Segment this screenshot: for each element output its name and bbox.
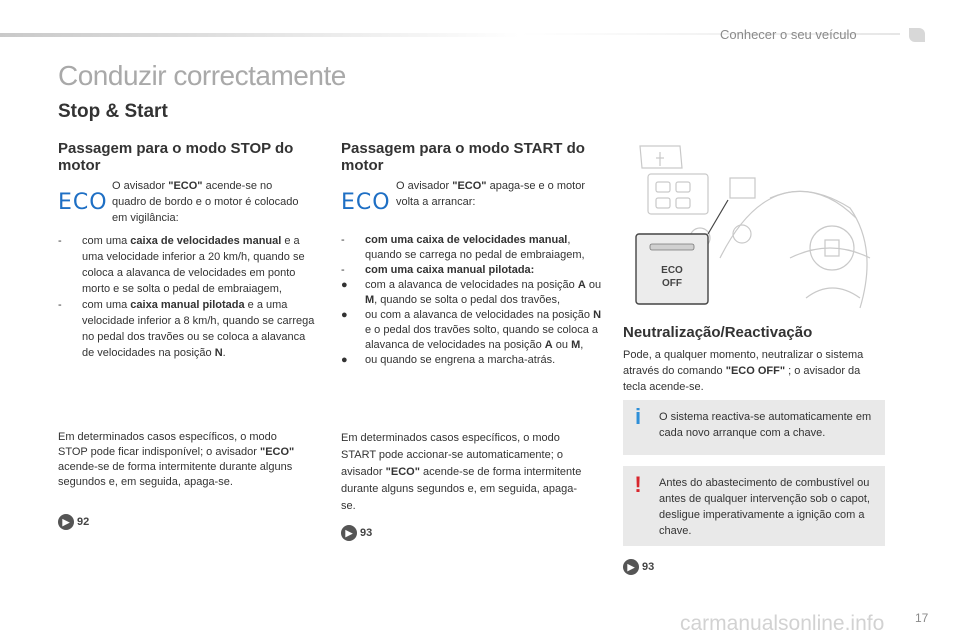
list-item: ● ou quando se engrena a marcha-atrás. [341,354,556,366]
arrow-right-icon: ▶ [341,525,357,541]
warning-box [623,466,885,546]
list-item: - com uma caixa de velocidades manual e a uma velocidade inferior a 20 km/h, quando se coloca a alavanca de velocidades em ponto morto e se solta o pedal de embraiagem, [58,235,305,295]
start-mode-heading: Passagem para o modo START do motor [341,140,585,174]
stop-conditions-list [58,233,320,361]
page-ref-link[interactable]: ▶ 92 [58,514,89,530]
page-subtitle: Stop & Start [58,101,168,122]
header-rule [0,33,520,37]
dashboard-illustration [620,138,886,318]
stop-intro: O avisador "ECO" acende-se no quadro de bordo e o motor é colocado em vigilância: [112,180,299,224]
start-intro: O avisador "ECO" apaga-se e o motor volta a arrancar: [396,180,585,208]
warning-icon: ! [634,472,642,497]
arrow-right-icon: ▶ [58,514,74,530]
page-ref-link[interactable]: ▶ 93 [341,525,372,541]
eco-indicator-icon: ECO [341,190,391,215]
watermark: carmanualsonline.info [680,612,885,635]
page-number: 17 [915,611,929,625]
info-text: O sistema reactiva-se automaticamente em cada novo arranque com a chave. [659,411,872,439]
list-item: - com uma caixa manual pilotada: [341,264,535,276]
arrow-right-icon: ▶ [623,559,639,575]
warning-text: Antes do abastecimento de combustível ou antes de qualquer intervenção sob o capot, desligue imperativamente a ignição com a chave. [659,477,870,537]
eco-indicator-icon: ECO [58,190,108,215]
page-title: Conduzir correctamente [58,60,346,91]
start-conditions-list [341,233,603,368]
corner-tab-icon [909,28,925,42]
start-note: Em determinados casos específicos, o modo START pode accionar-se automaticamente; o avisador "ECO" acende-se de forma intermitente durante alguns segundos e, em seguida, apaga-se. [341,432,582,512]
neutralize-heading: Neutralização/Reactivação [623,324,813,341]
info-icon: i [634,404,642,429]
stop-note: Em determinados casos específicos, o modo STOP pode ficar indisponível; o avisador "ECO" acende-se de forma intermitente durante alguns segundos e, em seguida, apaga-se. [58,431,295,488]
eco-off-button-label-1: ECO [661,265,683,276]
info-box [623,400,885,455]
eco-off-button-label-2: OFF [662,278,682,289]
section-name: Conhecer o seu veículo [720,27,857,42]
page-ref-link[interactable]: ▶ 93 [623,559,654,575]
list-item: - com uma caixa de velocidades manual, quando se carrega no pedal de embraiagem, [341,234,585,261]
stop-mode-heading: Passagem para o modo STOP do motor [58,140,294,174]
neutralize-body: Pode, a qualquer momento, neutralizar o sistema através do comando "ECO OFF" ; o avisador da tecla acende-se. [623,349,864,393]
list-item: - com uma caixa manual pilotada e a uma velocidade inferior a 8 km/h, quando se carrega no pedal dos travões ou se coloca a alavanca de velocidades na posição N. [58,299,315,359]
list-item: ● ou com a alavanca de velocidades na posição N e o pedal dos travões solto, quando se coloca a alavanca de velocidades na posição A ou M, [341,309,602,351]
list-item: ● com a alavanca de velocidades na posição A ou M, quando se solta o pedal dos travões, [341,279,602,306]
